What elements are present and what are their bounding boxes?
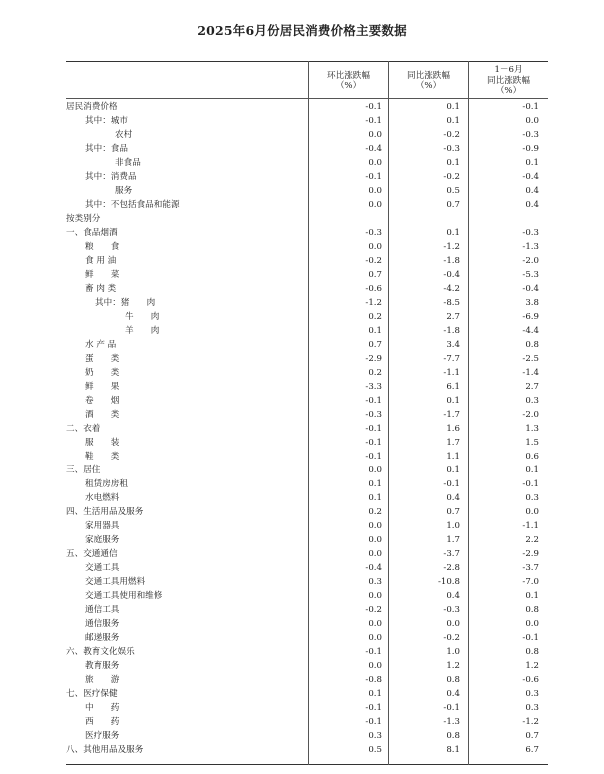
value-ytd: 0.7 [525,731,539,742]
value-yoy: -0.4 [443,269,460,280]
table-row [66,170,548,184]
value-mom: 0.0 [368,619,382,630]
value-yoy: 1.6 [446,423,460,434]
header-ytd [469,64,548,98]
value-ytd: 0.6 [525,451,539,462]
table-row [66,394,548,408]
value-yoy: 0.4 [446,689,460,700]
value-ytd: 0.1 [525,157,539,168]
value-ytd: 0.8 [525,647,539,658]
value-mom: -0.1 [365,115,382,126]
row-label: 五、交通通信 [66,549,118,560]
value-yoy: -0.2 [443,633,460,644]
value-ytd: 0.3 [525,703,539,714]
value-ytd: -2.5 [522,353,539,364]
value-yoy: -4.2 [443,283,460,294]
value-yoy: 0.1 [446,465,460,476]
value-ytd: -0.1 [522,479,539,490]
value-ytd: 1.5 [525,437,539,448]
value-yoy: 1.1 [446,451,460,462]
value-ytd: 0.1 [525,465,539,476]
table-row [66,324,548,338]
row-label: 租赁房房租 [85,479,128,490]
table-header-rule [66,98,548,99]
table-row [66,645,548,659]
value-ytd: 0.0 [525,507,539,518]
value-ytd: -1.2 [522,717,539,728]
row-label: 通信工具 [85,605,120,616]
value-ytd: -4.4 [522,325,539,336]
value-mom: 0.3 [368,731,382,742]
table-row [66,547,548,561]
value-yoy: -0.3 [443,143,460,154]
value-yoy: 0.5 [446,185,460,196]
row-label: 交通工具使用和维修 [85,591,163,602]
row-label: 旅 游 [85,675,120,686]
value-ytd: -7.0 [522,577,539,588]
value-yoy: 1.7 [446,535,460,546]
value-yoy: 0.4 [446,591,460,602]
page-title: 2025年6月份居民消费价格主要数据 [197,23,407,38]
row-label: 水电燃料 [85,493,120,504]
table-row [66,254,548,268]
value-ytd: 3.8 [525,297,539,308]
value-ytd: 0.4 [525,199,539,210]
value-yoy: 1.7 [446,437,460,448]
value-yoy: 0.1 [446,102,460,112]
value-ytd: -2.0 [522,409,539,420]
row-label: 一、食品烟酒 [66,227,118,238]
value-ytd: 0.3 [525,689,539,700]
row-label: 鲜 果 [85,381,120,392]
row-label: 非食品 [115,157,141,168]
value-mom: -0.1 [365,102,382,112]
row-label: 六、教育文化娱乐 [66,647,135,658]
table-row [66,156,548,170]
header-ytd-line3: （%） [495,86,522,97]
row-label: 其中：食品 [85,143,128,154]
row-label: 服 装 [85,437,120,448]
value-ytd: -1.4 [522,367,539,378]
value-mom: -0.2 [365,605,382,616]
value-mom: 0.0 [368,129,382,140]
value-ytd: 0.8 [525,339,539,350]
value-ytd: -0.9 [522,143,539,154]
value-mom: -0.6 [365,283,382,294]
value-mom: 0.0 [368,521,382,532]
value-ytd: -0.1 [522,102,539,112]
value-mom: -0.1 [365,437,382,448]
table-row [66,128,548,142]
row-label: 居民消费价格 [66,102,118,112]
table-row [66,450,548,464]
value-ytd: 0.3 [525,493,539,504]
value-mom: -0.3 [365,409,382,420]
value-mom: -1.2 [365,297,382,308]
table-row [66,603,548,617]
table-row [66,561,548,575]
row-label: 三、居住 [66,465,101,476]
table-row [66,659,548,673]
value-mom: 0.1 [368,493,382,504]
value-ytd: 2.2 [525,535,539,546]
value-mom: -0.3 [365,227,382,238]
row-label: 鲜 菜 [85,269,120,280]
table-row [66,100,548,114]
row-label: 其中：城市 [85,115,128,126]
value-yoy: -8.5 [443,297,460,308]
value-yoy: 0.1 [446,395,460,406]
value-yoy: -0.1 [443,479,460,490]
table-row [66,715,548,729]
value-mom: -0.1 [365,717,382,728]
header-yoy-line1: 同比涨跌幅 [407,70,450,81]
value-yoy: 1.2 [446,661,460,672]
value-yoy: 0.7 [446,199,460,210]
value-ytd: 2.7 [525,381,539,392]
table-row [66,575,548,589]
row-label: 家庭服务 [85,535,120,546]
value-yoy: -1.8 [443,255,460,266]
value-mom: -3.3 [365,381,382,392]
table-row [66,282,548,296]
table-row [66,338,548,352]
value-mom: 0.7 [368,269,382,280]
table-row [66,226,548,240]
row-label: 食 用 油 [85,255,117,266]
value-mom: -0.1 [365,171,382,182]
table-row [66,673,548,687]
table-row [66,491,548,505]
value-ytd: -0.4 [522,283,539,294]
row-label: 四、生活用品及服务 [66,507,144,518]
table-row [66,198,548,212]
value-mom: -0.4 [365,563,382,574]
value-ytd: -0.6 [522,675,539,686]
table-top-rule [66,61,548,62]
row-label: 家用器具 [85,521,120,532]
value-yoy: -1.8 [443,325,460,336]
value-yoy: -1.1 [443,367,460,378]
row-label: 八、其他用品及服务 [66,745,144,756]
value-yoy: -0.3 [443,605,460,616]
value-yoy: 0.8 [446,675,460,686]
value-ytd: 1.3 [525,423,539,434]
value-yoy: -3.7 [443,549,460,560]
header-mom [309,64,388,98]
value-mom: 0.0 [368,157,382,168]
value-ytd: 1.2 [525,661,539,672]
table-row [66,505,548,519]
table-row [66,533,548,547]
row-label: 农村 [115,129,133,140]
row-label: 医疗服务 [85,731,120,742]
value-yoy: -1.3 [443,717,460,728]
row-label: 通信服务 [85,619,120,630]
row-label: 服务 [115,185,133,196]
value-yoy: 0.1 [446,227,460,238]
row-label: 水 产 品 [85,339,117,350]
table-row [66,422,548,436]
value-yoy: 8.1 [446,745,460,756]
value-mom: 0.0 [368,185,382,196]
value-mom: 0.3 [368,577,382,588]
value-ytd: -2.9 [522,549,539,560]
row-label: 七、医疗保健 [66,689,118,700]
value-ytd: -1.1 [522,521,539,532]
value-mom: 0.0 [368,661,382,672]
value-ytd: 0.0 [525,115,539,126]
value-ytd: 6.7 [525,745,539,756]
value-yoy: -0.1 [443,703,460,714]
table-row [66,310,548,324]
value-ytd: 0.1 [525,591,539,602]
value-yoy: -1.2 [443,241,460,252]
table-row [66,701,548,715]
table-row [66,631,548,645]
value-ytd: -0.3 [522,227,539,238]
value-mom: 0.0 [368,549,382,560]
value-mom: -0.1 [365,703,382,714]
table-row [66,212,548,226]
table-row [66,436,548,450]
value-mom: -0.8 [365,675,382,686]
value-yoy: 0.1 [446,115,460,126]
value-mom: 0.0 [368,465,382,476]
row-label: 酒 类 [85,409,120,420]
value-ytd: 0.3 [525,395,539,406]
value-yoy: -1.7 [443,409,460,420]
header-mom-line2: （%） [335,81,362,91]
value-yoy: 2.7 [446,311,460,322]
table-row [66,477,548,491]
row-label: 奶 类 [85,367,120,378]
table-row [66,380,548,394]
table-row [66,617,548,631]
value-yoy: 1.0 [446,521,460,532]
table-row [66,743,548,757]
value-mom: 0.2 [368,367,382,378]
row-label: 西 药 [85,717,120,728]
value-yoy: -0.2 [443,171,460,182]
row-label: 蛋 类 [85,353,120,364]
value-yoy: 0.7 [446,507,460,518]
row-label: 畜 肉 类 [85,283,117,294]
value-ytd: -0.1 [522,633,539,644]
header-ytd-line1: 1－6月 [494,65,523,76]
value-mom: -0.1 [365,395,382,406]
table-row [66,352,548,366]
table-bottom-rule [66,764,548,765]
value-ytd: -6.9 [522,311,539,322]
table-row [66,519,548,533]
value-mom: 0.0 [368,591,382,602]
value-mom: 0.2 [368,507,382,518]
value-ytd: -3.7 [522,563,539,574]
header-yoy [389,64,468,98]
value-mom: 0.0 [368,241,382,252]
row-label: 其中：不包括食品和能源 [85,199,180,210]
value-mom: -0.1 [365,423,382,434]
value-yoy: 0.0 [446,619,460,630]
value-mom: -0.1 [365,647,382,658]
value-yoy: -2.8 [443,563,460,574]
value-yoy: 6.1 [446,381,460,392]
table-row [66,142,548,156]
value-mom: 0.1 [368,325,382,336]
row-label: 教育服务 [85,661,120,672]
value-ytd: 0.4 [525,185,539,196]
header-mom-line1: 环比涨跌幅 [327,70,370,81]
row-label: 鞋 类 [85,451,120,462]
table-row [66,240,548,254]
table-row [66,268,548,282]
value-mom: -0.1 [365,451,382,462]
row-label: 羊 肉 [125,325,160,336]
value-yoy: -0.2 [443,129,460,140]
value-ytd: -1.3 [522,241,539,252]
header-yoy-line2: （%） [415,81,442,91]
value-yoy: -10.8 [437,577,460,588]
row-label: 中 药 [85,703,120,714]
value-mom: 0.1 [368,479,382,490]
value-yoy: 0.4 [446,493,460,504]
row-label: 其中：猪 肉 [95,297,156,308]
value-mom: -2.9 [365,353,382,364]
value-ytd: 0.0 [525,619,539,630]
row-label: 按类别分 [66,213,101,224]
value-mom: 0.1 [368,689,382,700]
row-label: 牛 肉 [125,311,160,322]
table-row [66,729,548,743]
row-label: 卷 烟 [85,395,120,406]
value-mom: -0.2 [365,255,382,266]
table-row [66,114,548,128]
value-ytd: -0.3 [522,129,539,140]
value-ytd: -0.4 [522,171,539,182]
value-ytd: -2.0 [522,255,539,266]
row-label: 其中：消费品 [85,171,137,182]
table-row [66,687,548,701]
value-mom: 0.7 [368,339,382,350]
value-mom: 0.5 [368,745,382,756]
row-label: 邮递服务 [85,633,120,644]
table-row [66,463,548,477]
value-mom: 0.0 [368,535,382,546]
table-row [66,408,548,422]
value-yoy: 1.0 [446,647,460,658]
row-label: 粮 食 [85,241,120,252]
value-mom: 0.0 [368,199,382,210]
value-yoy: -7.7 [443,353,460,364]
value-ytd: 0.8 [525,605,539,616]
value-yoy: 0.8 [446,731,460,742]
row-label: 二、衣着 [66,423,101,434]
table-row [66,366,548,380]
row-label: 交通工具用燃料 [85,577,146,588]
table-row [66,184,548,198]
value-mom: -0.4 [365,143,382,154]
value-mom: 0.2 [368,311,382,322]
table-row [66,589,548,603]
table-row [66,296,548,310]
value-yoy: 0.1 [446,157,460,168]
row-label: 交通工具 [85,563,120,574]
value-mom: 0.0 [368,633,382,644]
header-ytd-line2: 同比涨跌幅 [487,75,530,86]
value-ytd: -5.3 [522,269,539,280]
value-yoy: 3.4 [446,339,460,350]
